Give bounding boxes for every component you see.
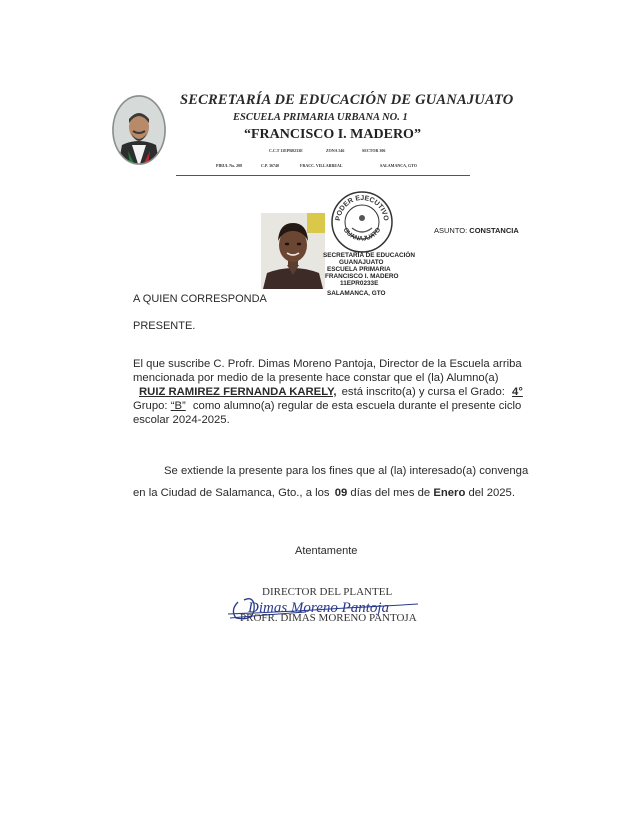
- header-zona: ZONA 546: [326, 148, 345, 153]
- addressee: A QUIEN CORRESPONDA: [133, 293, 267, 305]
- asunto-label: ASUNTO:: [434, 226, 468, 235]
- asunto-line: [434, 226, 519, 235]
- atentamente: Atentamente: [295, 545, 358, 557]
- student-name: RUIZ RAMIREZ FERNANDA KARELY,: [139, 386, 337, 398]
- stamp-ring-top: PODER EJECUTIVO: [334, 194, 390, 222]
- signature-title: DIRECTOR DEL PLANTEL: [262, 586, 393, 598]
- body-line-5: escolar 2024-2025.: [133, 414, 230, 426]
- madero-portrait-logo: [110, 93, 168, 167]
- signature-script: Dimas Moreno Pantoja: [248, 600, 390, 616]
- closing-month: Enero: [433, 487, 466, 499]
- body-line-2: mencionada por medio de la presente hace constar que el (la) Alumno(a): [133, 372, 499, 384]
- student-photo: [261, 213, 325, 289]
- header-divider: [176, 175, 470, 176]
- header-address-fracc: FRACC. VILLARREAL: [300, 163, 343, 168]
- closing-day: 09: [334, 487, 348, 499]
- stamp-line-1: SECRETARÍA DE EDUCACIÓN: [323, 252, 415, 259]
- group-value: “B”: [170, 400, 186, 412]
- closing-line-2: [133, 486, 515, 500]
- stamp-ring-bottom: GUANAJUATO: [341, 226, 383, 243]
- stamp-line-2: GUANAJUATO: [339, 259, 384, 266]
- presente: PRESENTE.: [133, 320, 196, 332]
- body-line-4-rest: como alumno(a) regular de esta escuela durante el presente ciclo: [192, 400, 522, 412]
- closing-line-2-mid: días del mes de: [350, 487, 431, 499]
- header-cct: C.C.T 11EPR0233E: [269, 148, 303, 153]
- body-line-1: El que suscribe C. Profr. Dimas Moreno Pantoja, Director de la Escuela arriba: [133, 358, 522, 370]
- header-address-city: SALAMANCA, GTO: [380, 163, 417, 168]
- asunto-value: CONSTANCIA: [469, 226, 519, 235]
- svg-text:GUANAJUATO: [342, 227, 383, 243]
- stamp-line-5: 11EPR0233E: [340, 280, 379, 287]
- header-line-3: “FRANCISCO I. MADERO”: [244, 127, 421, 142]
- header-address-cp: C.P. 36740: [261, 163, 279, 168]
- signature-name: PROFR. DIMAS MORENO PANTOJA: [240, 612, 417, 624]
- handwritten-signature: [226, 588, 426, 632]
- header-address-street: PIRUL No. 208: [216, 163, 243, 168]
- closing-line-1: Se extiende la presente para los fines que al (la) interesado(a) convenga: [164, 465, 529, 477]
- closing-line-2-post: del 2025.: [468, 487, 515, 499]
- closing-line-2-pre: en la Ciudad de Salamanca, Gto., a los: [133, 487, 330, 499]
- official-stamp-seal: [330, 190, 394, 254]
- stamp-line-4: FRANCISCO I. MADERO: [325, 273, 399, 280]
- body-line-3: [133, 385, 523, 399]
- body-line-3-rest: está inscrito(a) y cursa el Grado:: [341, 386, 505, 398]
- grupo-label: Grupo:: [133, 400, 168, 412]
- stamp-line-3: ESCUELA PRIMARIA: [327, 266, 391, 273]
- stamp-line-6: SALAMANCA, GTO: [327, 290, 386, 297]
- header-line-1: SECRETARÍA DE EDUCACIÓN DE GUANAJUATO: [180, 92, 514, 108]
- body-line-4: [133, 399, 522, 413]
- header-line-2: ESCUELA PRIMARIA URBANA NO. 1: [233, 112, 408, 123]
- grade-value: 4°: [512, 386, 523, 398]
- body-paragraph: [133, 357, 523, 427]
- header-sector: SECTOR 306: [362, 148, 386, 153]
